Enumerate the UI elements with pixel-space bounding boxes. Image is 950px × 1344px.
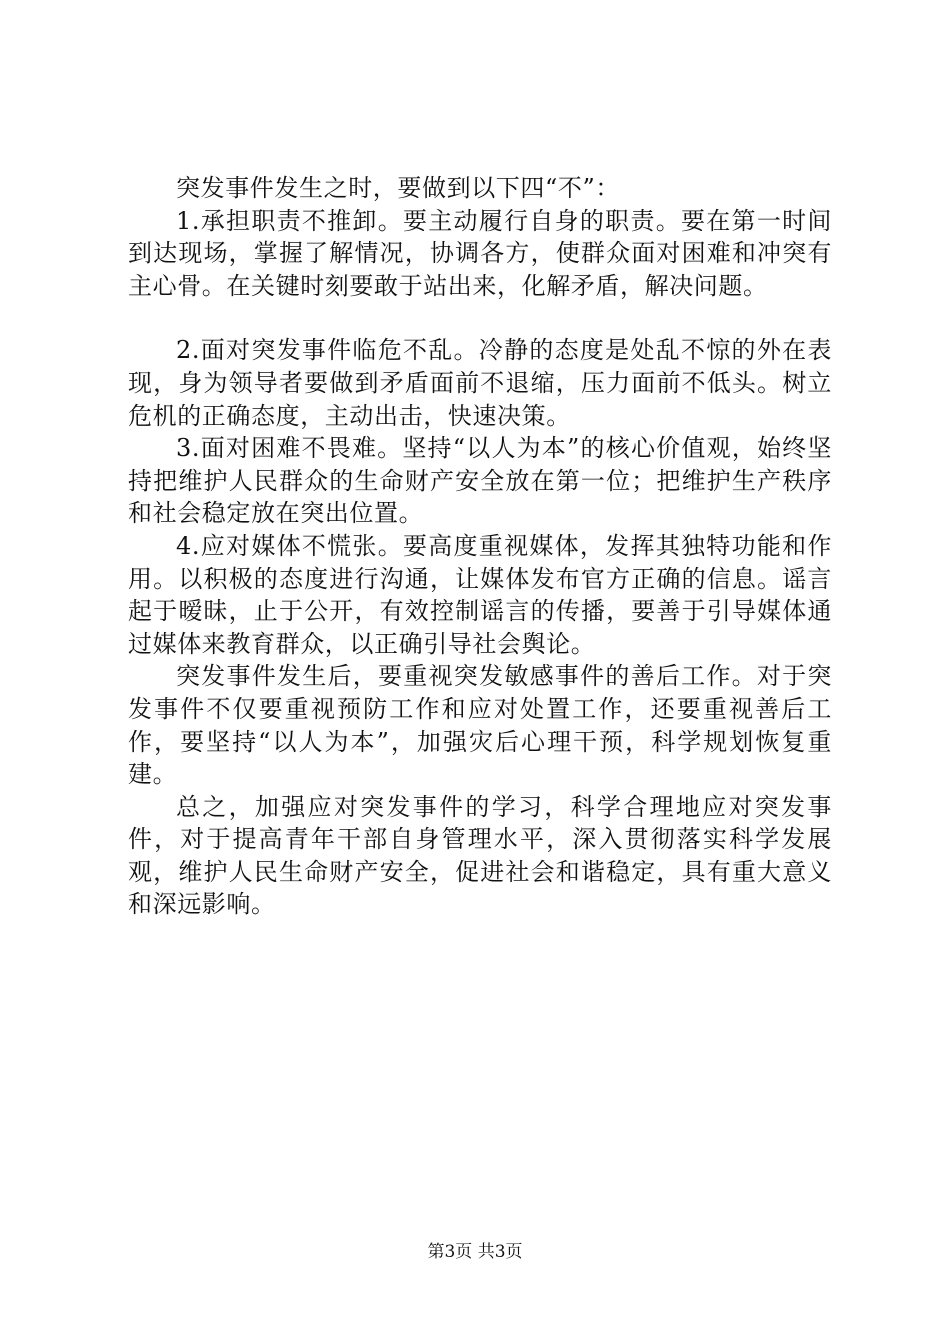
paragraph-point-1: 1.承担职责不推卸。要主动履行自身的职责。要在第一时间到达现场，掌握了解情况，协调各方，使群众面对困难和冲突有主心骨。在关键时刻要敢于站出来，化解矛盾，解决问题。 — [128, 206, 832, 300]
paragraph-aftermath: 突发事件发生后，要重视突发敏感事件的善后工作。对于突发事件不仅要重视预防工作和应对处置工作，还要重视善后工作，要坚持“以人为本”，加强灾后心理干预，科学规划恢复重建。 — [128, 662, 832, 789]
paragraph-conclusion: 总之，加强应对突发事件的学习，科学合理地应对突发事件，对于提高青年干部自身管理水平，深入贯彻落实科学发展观，维护人民生命财产安全，促进社会和谐稳定，具有重大意义和深远影响。 — [128, 792, 832, 919]
paragraph-point-3: 3.面对困难不畏难。坚持“以人为本”的核心价值观，始终坚持把维护人民群众的生命财产安全放在第一位；把维护生产秩序和社会稳定放在突出位置。 — [128, 434, 832, 528]
document-body — [128, 172, 832, 921]
paragraph-point-2: 2.面对突发事件临危不乱。冷静的态度是处乱不惊的外在表现，身为领导者要做到矛盾面前不退缩，压力面前不低头。树立危机的正确态度，主动出击，快速决策。 — [128, 336, 832, 430]
paragraph-point-4: 4.应对媒体不慌张。要高度重视媒体，发挥其独特功能和作用。以积极的态度进行沟通，让媒体发布官方正确的信息。谣言起于暧昧，止于公开，有效控制谣言的传播，要善于引导媒体通过媒体来教育群众，以正确引导社会舆论。 — [128, 531, 832, 658]
page-number-footer: 第3页 共3页 — [427, 1242, 523, 1262]
paragraph-intro: 突发事件发生之时，要做到以下四“不”： — [176, 174, 620, 202]
